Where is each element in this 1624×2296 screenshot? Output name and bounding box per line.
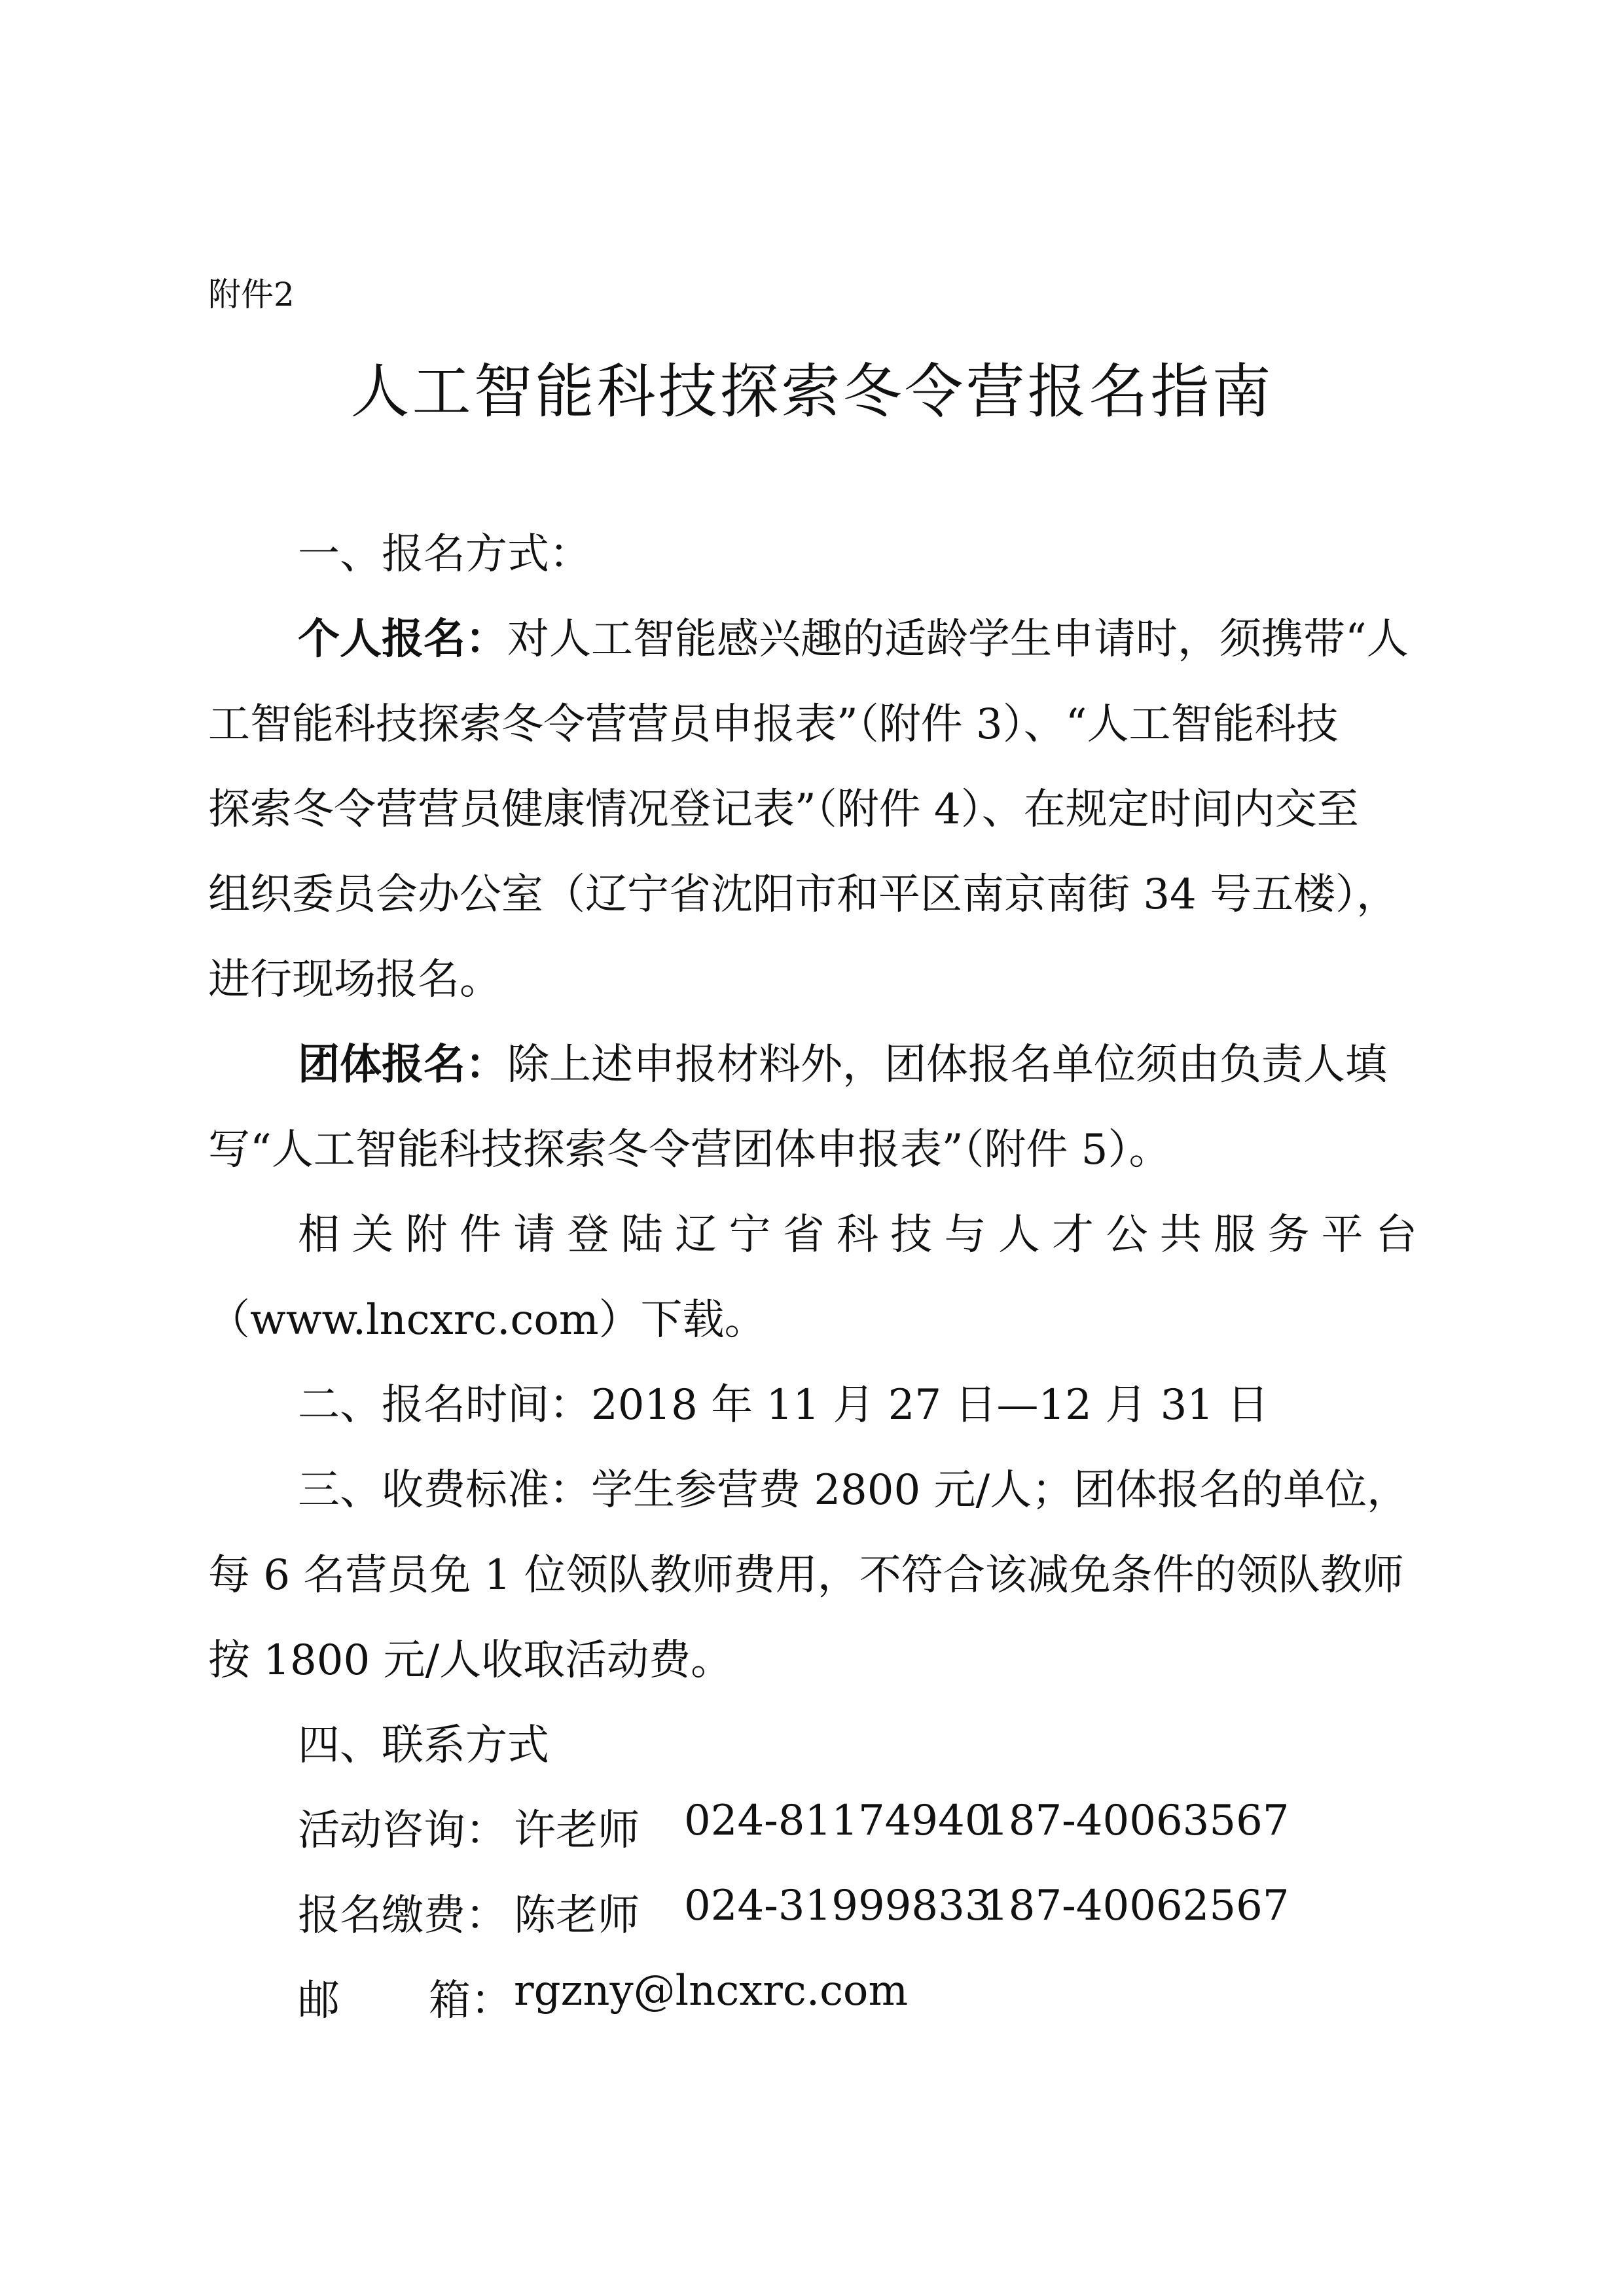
download-line1-char: 相	[298, 1211, 340, 1259]
contact-fee-phone2: 187-40062567	[982, 1882, 1290, 1930]
download-line1-char: 技	[890, 1211, 933, 1259]
contact-consult-name: 许老师	[514, 1806, 640, 1855]
group-paragraph-line2: 写“人工智能科技探索冬令营团体申报表”（附件 5）。	[208, 1126, 1171, 1174]
section3-line2: 每 6 名营员免 1 位领队教师费用，不符合该减免条件的领队教师	[208, 1551, 1404, 1600]
individual-paragraph-line2: 工智能科技探索冬令营营员申报表”（附件 3）、“人工智能科技	[208, 700, 1339, 749]
download-paragraph-line2: （www.lncxrc.com）下载。	[208, 1296, 767, 1344]
contact-email-value[interactable]: rgzny@lncxrc.com	[514, 1967, 909, 2015]
contact-email-label-2: 箱：	[429, 1977, 513, 2025]
individual-label: 个人报名：	[298, 615, 507, 664]
download-line1-char: 宁	[729, 1211, 771, 1259]
group-text-1: 除上述申报材料外，团体报名单位须由负责人填	[507, 1041, 1387, 1089]
download-line1-char: 陆	[621, 1211, 663, 1259]
download-line1-char: 件	[459, 1211, 501, 1259]
download-line1-char: 关	[352, 1211, 394, 1259]
download-line1-char: 务	[1267, 1211, 1310, 1259]
attachment-label: 附件2	[208, 276, 295, 314]
contact-consult-phone2: 187-40063567	[982, 1797, 1290, 1845]
contact-fee-name: 陈老师	[514, 1892, 640, 1940]
individual-paragraph-line3: 探索冬令营营员健康情况登记表”（附件 4）、在规定时间内交至	[208, 785, 1359, 834]
download-line1-char: 登	[567, 1211, 609, 1259]
individual-text-1: 对人工智能感兴趣的适龄学生申请时，须携带“人	[507, 615, 1409, 664]
group-label: 团体报名：	[298, 1041, 507, 1089]
section3-line1: 三、收费标准：学生参营费 2800 元/人；团体报名的单位，	[298, 1466, 1409, 1515]
download-line1-char: 服	[1214, 1211, 1256, 1259]
contact-fee-phone1: 024-31999833	[684, 1882, 992, 1930]
download-line1-char: 公	[1106, 1211, 1148, 1259]
download-line1-char: 附	[405, 1211, 448, 1259]
download-line1-char: 科	[836, 1211, 878, 1259]
individual-paragraph-line1	[298, 605, 1409, 666]
individual-paragraph-line4: 组织委员会办公室（辽宁省沈阳市和平区南京南街 34 号五楼），	[208, 870, 1399, 919]
download-line1-char: 辽	[675, 1211, 717, 1259]
download-line1-char: 平	[1321, 1211, 1363, 1259]
contact-email-label-1: 邮	[298, 1977, 340, 2025]
contact-consult-phone1: 024-81174940	[684, 1797, 992, 1845]
download-line1-char: 台	[1375, 1211, 1417, 1259]
download-line1-char: 才	[1052, 1211, 1094, 1259]
download-line1-char: 省	[782, 1211, 825, 1259]
section1-heading: 一、报名方式：	[298, 530, 591, 579]
page-title: 人工智能科技探索冬令营报名指南	[350, 357, 1274, 426]
individual-paragraph-line5: 进行现场报名。	[208, 956, 501, 1004]
section3-line3: 按 1800 元/人收取活动费。	[208, 1636, 733, 1685]
download-paragraph-line1	[298, 1201, 1417, 1261]
download-line1-char: 人	[998, 1211, 1040, 1259]
group-paragraph-line1	[298, 1031, 1387, 1091]
download-line1-char: 请	[513, 1211, 556, 1259]
download-line1-char: 与	[944, 1211, 986, 1259]
contact-consult-label: 活动咨询：	[298, 1806, 507, 1855]
section4-heading: 四、联系方式	[298, 1721, 549, 1770]
section2-registration-time: 二、报名时间：2018 年 11 月 27 日—12 月 31 日	[298, 1381, 1269, 1429]
download-line1-char: 共	[1159, 1211, 1202, 1259]
contact-fee-label: 报名缴费：	[298, 1892, 507, 1940]
